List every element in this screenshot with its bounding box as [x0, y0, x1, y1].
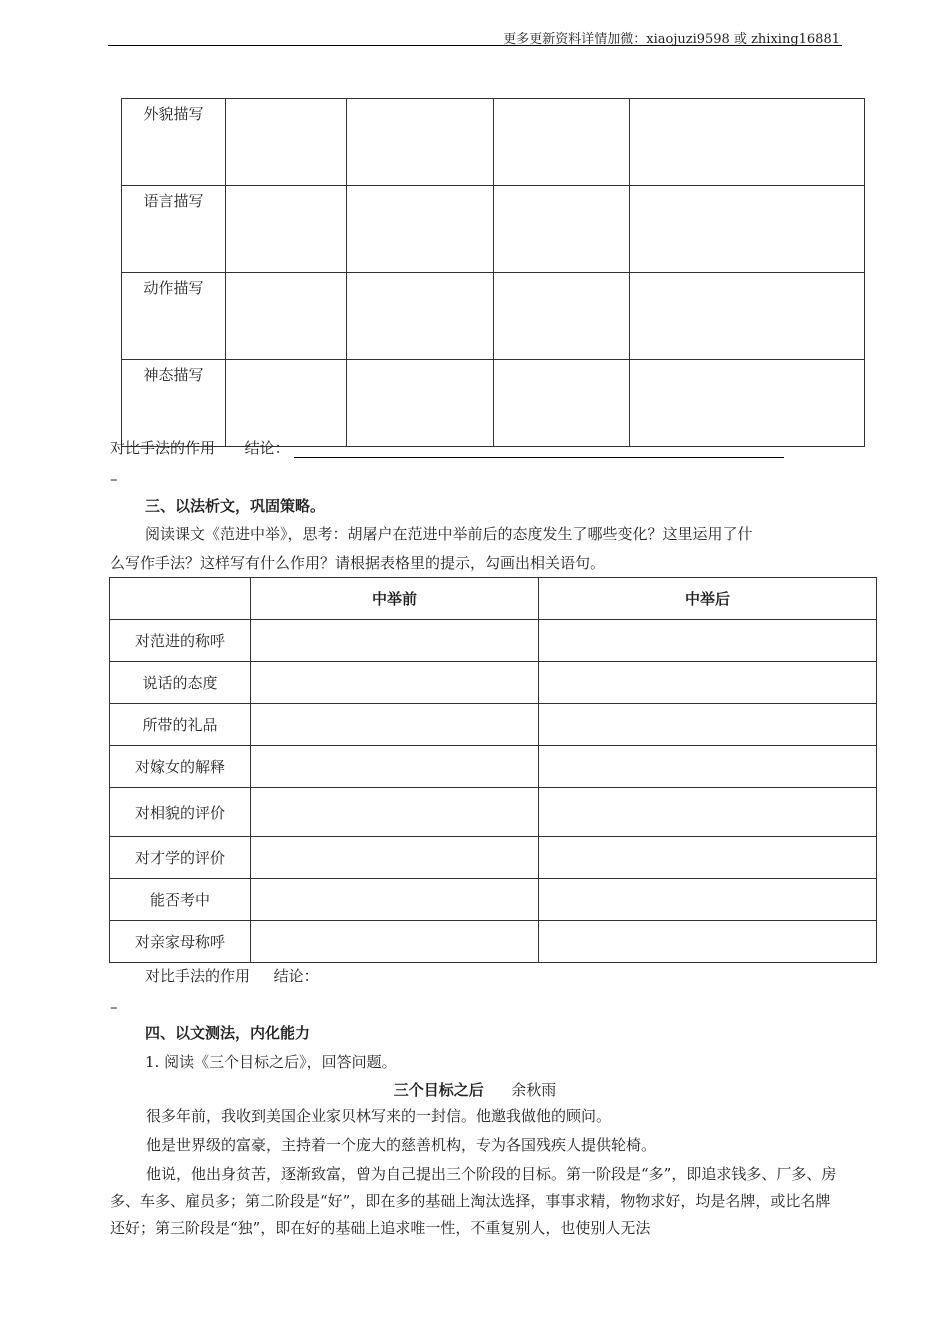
contrast-label: 对比手法的作用: [110, 439, 216, 457]
table-row: [110, 704, 877, 746]
table-row: [122, 273, 865, 360]
row-label: 外貌描写: [122, 99, 226, 186]
table-cell: [539, 620, 877, 662]
table-cell: [226, 186, 347, 273]
table-cell: [539, 662, 877, 704]
table-cell: [539, 704, 877, 746]
header-before: 中举前: [251, 578, 539, 620]
header-text: 更多更新资料详情加微：xiaojuzi9598 或 zhixing16881: [503, 32, 840, 47]
article-paragraph-3: 他说，他出身贫苦，逐渐致富，曾为自己提出三个阶段的目标。第一阶段是“多”，即追求钱多、厂多、房多、车多、雇员多；第二阶段是“好”，即在多的基础上淘汰选择，事事求精，物物求好，均是名牌，或比名牌还好；第三阶段是“独”，即在好的基础上追求唯一性，不重复别人，也使别人无法: [110, 1165, 837, 1237]
table-cell: [539, 837, 877, 879]
table-cell: [251, 837, 539, 879]
table-cell: [347, 273, 494, 360]
contrast-label: 对比手法的作用: [145, 967, 251, 985]
table-cell: [251, 620, 539, 662]
question-line-2: 么写作手法？这样写有什么作用？请根据表格里的提示，勾画出相关语句。: [110, 554, 606, 572]
table-cell: [226, 99, 347, 186]
table-cell: [494, 360, 630, 447]
table-cell: [251, 879, 539, 921]
table-row: [110, 662, 877, 704]
conclusion-label: 结论：: [244, 439, 290, 457]
table-row: [110, 879, 877, 921]
row-label: 对亲家母称呼: [110, 921, 251, 963]
table-cell: [251, 662, 539, 704]
row-label: 对相貌的评价: [110, 788, 251, 837]
article-paragraph-2: 他是世界级的富豪，主持着一个庞大的慈善机构，专为各国残疾人提供轮椅。: [146, 1136, 657, 1154]
row-label: 动作描写: [122, 273, 226, 360]
table-cell: [630, 186, 865, 273]
table-cell: [494, 99, 630, 186]
table-cell: [494, 186, 630, 273]
table-row: [110, 746, 877, 788]
table-cell: [630, 99, 865, 186]
description-table: [121, 98, 865, 447]
header-empty: [110, 578, 251, 620]
row-label: 语言描写: [122, 186, 226, 273]
table-cell: [630, 273, 865, 360]
contrast-line-1: [110, 437, 784, 458]
table-cell: [226, 360, 347, 447]
table-cell: [494, 273, 630, 360]
table-cell: [347, 360, 494, 447]
row-label: 所带的礼品: [110, 704, 251, 746]
dash-mark: –: [110, 470, 118, 488]
table-cell: [630, 360, 865, 447]
table-cell: [539, 788, 877, 837]
article-author: 余秋雨: [511, 1081, 557, 1099]
conclusion-label: 结论：: [273, 967, 319, 985]
table-header-row: [110, 578, 877, 620]
table-cell: [251, 921, 539, 963]
attitude-table: [109, 577, 877, 963]
article-heading: [0, 1079, 950, 1100]
table-row: [110, 788, 877, 837]
table-row: [110, 837, 877, 879]
row-label: 说话的态度: [110, 662, 251, 704]
table-row: [122, 360, 865, 447]
header-divider: [108, 45, 842, 46]
row-label: 对嫁女的解释: [110, 746, 251, 788]
table-cell: [347, 99, 494, 186]
table-cell: [251, 746, 539, 788]
table-cell: [251, 788, 539, 837]
row-label: 对才学的评价: [110, 837, 251, 879]
table-cell: [226, 273, 347, 360]
row-label: 神态描写: [122, 360, 226, 447]
section-4-title: 四、以文测法，内化能力: [145, 1024, 311, 1042]
article-paragraph-1: 很多年前，我收到美国企业家贝林写来的一封信。他邀我做他的顾问。: [146, 1107, 612, 1125]
row-label: 能否考中: [110, 879, 251, 921]
question-line-1: 阅读课文《范进中举》，思考：胡屠户在范进中举前后的态度发生了哪些变化？这里运用了什: [145, 525, 753, 543]
table-cell: [539, 921, 877, 963]
question-1: 1. 阅读《三个目标之后》，回答问题。: [145, 1053, 397, 1071]
header-after: 中举后: [539, 578, 877, 620]
section-3-title: 三、以法析文，巩固策略。: [145, 497, 326, 515]
contrast-line-2: [145, 965, 319, 986]
table-row: [110, 921, 877, 963]
table-cell: [251, 704, 539, 746]
dash-mark: –: [110, 998, 118, 1016]
article-title: 三个目标之后: [393, 1081, 484, 1099]
table-row: [122, 186, 865, 273]
table-row: [122, 99, 865, 186]
row-label: 对范进的称呼: [110, 620, 251, 662]
table-row: [110, 620, 877, 662]
table-cell: [539, 746, 877, 788]
table-cell: [347, 186, 494, 273]
table-cell: [539, 879, 877, 921]
answer-blank[interactable]: [294, 443, 784, 458]
